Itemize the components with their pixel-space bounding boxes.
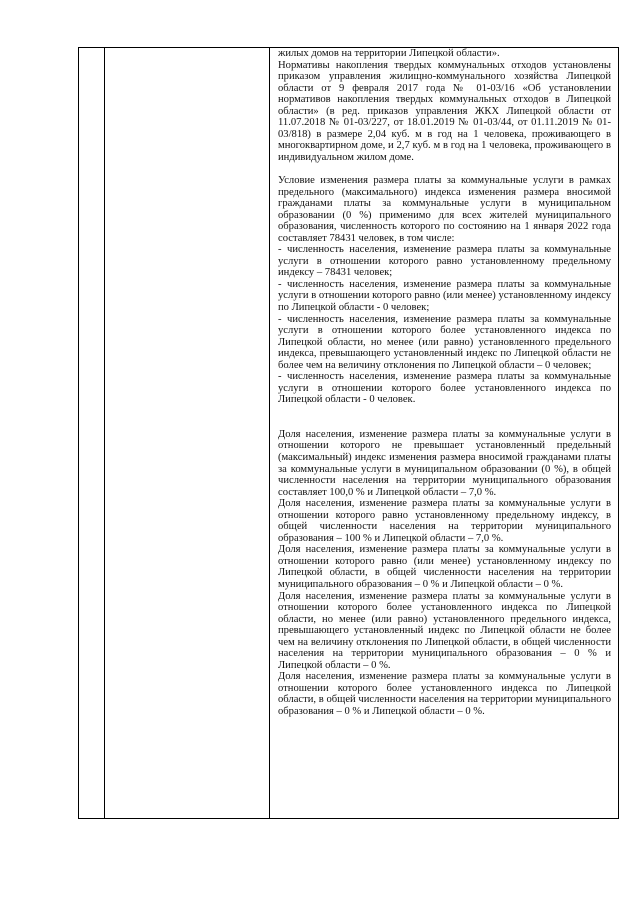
condition-paragraph: Условие изменения размера платы за коммунальные услуги в рамках предельного (максимального) индекса изменения размера вносимой гражданами платы за коммунальные услуги в муниципальном образовании (0 %) применимо для всех жителей муниципального образования, численность которого по состоянию на 1 января 2022 года составляет 78431 человек, в том числе:	[278, 174, 611, 244]
document-table	[78, 47, 619, 819]
share-paragraph: Доля населения, изменение размера платы за коммунальные услуги в отношении которого более установленного индекса по Липецкой области, в общей численности населения на территории муниципального образования – 0 % и Липецкой области – 0 %.	[278, 671, 611, 718]
continuation-text: жилых домов на территории Липецкой области».	[278, 48, 500, 59]
column-divider	[104, 48, 105, 818]
share-paragraph: Доля населения, изменение размера платы за коммунальные услуги в отношении которого более установленного индекса по Липецкой области, но менее (или равно) установленного предельного индекса, превышающего установленный индекс по Липецкой области не более чем на величину отклонения по Липецкой области, в общей численности населения на территории муниципального образования – 0 % и Липецкой области – 0 %.	[278, 590, 611, 671]
population-item: - численность населения, изменение размера платы за коммунальные услуги в отношении которого равно установленному предельному индексу – 78431 человек;	[278, 244, 611, 279]
population-item: - численность населения, изменение размера платы за коммунальные услуги в отношении которого равно (или менее) установленному индексу по Липецкой области - 0 человек;	[278, 278, 611, 313]
text-cell	[278, 48, 611, 718]
share-paragraph: Доля населения, изменение размера платы за коммунальные услуги в отношении которого равно (или менее) установленному индексу по Липецкой области, в общей численности населения на территории муниципального образования – 0 % и Липецкой области – 0 %.	[278, 544, 611, 591]
population-item: - численность населения, изменение размера платы за коммунальные услуги в отношении которого более установленного индекса по Липецкой области, но менее (или равно) установленного предельного индекса, превышающего установленный индекс по Липецкой области не более чем на величину отклонения по Липецкой области – 0 человек;	[278, 313, 611, 371]
share-paragraph: Доля населения, изменение размера платы за коммунальные услуги в отношении которого равно установленному предельному индексу, в общей численности населения на территории муниципального образования – 100 % и Липецкой области – 7,0 %.	[278, 498, 611, 544]
norms-paragraph: Нормативы накопления твердых коммунальных отходов установлены приказом управления жилищно-коммунального хозяйства Липецкой области от 9 февраля 2017 года № 01-03/16 «Об установлении нормативов накопления твердых коммунальных отходов в Липецкой области» (в ред. приказов управления ЖКХ Липецкой области от 11.07.2018 № 01-03/227, от 18.01.2019 № 01-03/44, от 01.11.2019 № 01-03/818) в размере 2,04 куб. м в год на 1 человека, проживающего в многоквартирном доме, и 2,7 куб. м в год на 1 человека, проживающего в индивидуальном жилом доме.	[278, 59, 611, 163]
population-item: - численность населения, изменение размера платы за коммунальные услуги в отношении которого более установленного индекса по Липецкой области - 0 человек.	[278, 371, 611, 406]
share-paragraph: Доля населения, изменение размера платы за коммунальные услуги в отношении которого не превышает установленный предельный (максимальный) индекс изменения размера вносимой гражданами платы за коммунальные услуги в муниципальном образовании (0 %), в общей численности населения на территории муниципального образования составляет 100,0 % и Липецкой области – 7,0 %.	[278, 428, 611, 498]
column-divider	[269, 48, 270, 818]
